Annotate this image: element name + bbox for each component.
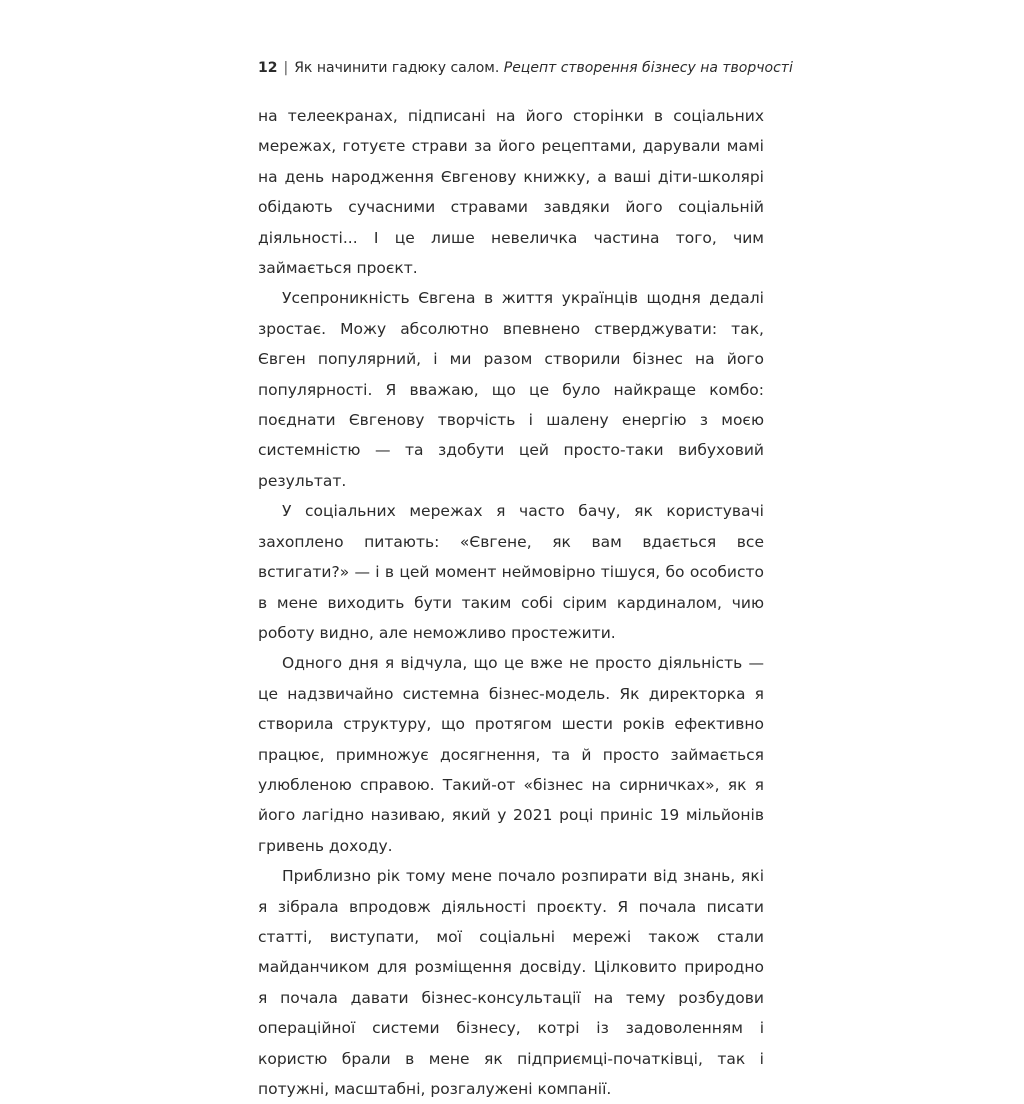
- paragraph: Одного дня я відчула, що це вже не просто діяльність — це надзвичайно системна бізнес-модель. Як директорка я створила структуру, що протягом шести років ефективно працює, примножує досягнення, та й просто займається улюбленою справою. Такий-от «бізнес на сирничках», як я його лагідно називаю, який у 2021 році приніс 19 мільйонів гривень доходу.: [258, 654, 764, 855]
- paragraph-continued: на телеекранах, підписані на його сторінки в соціальних мережах, готуєте страви за його рецептами, дарували мамі на день народження Євгенову книжку, а ваші діти-школярі обідають сучасними стравами завдяки його соціальній діяльності... І це лише невеличка частина того, чим займається проєкт.: [258, 107, 764, 278]
- book-title: Як начинити гадюку салом.: [294, 60, 500, 76]
- page-number: 12: [258, 60, 278, 76]
- book-subtitle: Рецепт створення бізнесу на творчості: [503, 60, 793, 76]
- paragraph: У соціальних мережах я часто бачу, як користувачі захоплено питають: «Євгене, як вам вдається все встигати?» — і в цей момент неймовірно тішуся, бо особисто в мене виходить бути таким собі сірим кардиналом, чию роботу видно, але неможливо простежити.: [258, 502, 764, 642]
- running-head: [258, 58, 793, 78]
- body-text: [258, 101, 764, 1104]
- head-separator: |: [283, 60, 289, 76]
- paragraph: Приблизно рік тому мене почало розпирати від знань, які я зібрала впродовж діяльності проєкту. Я почала писати статті, виступати, мої соціальні мережі також стали майданчиком для розміщення досвіду. Цілковито природно я почала давати бізнес-консультації на тему розбудови операційної системи бізнесу, котрі із задоволенням і користю брали в мене як підприємці-початківці, так і потужні, масштабні, розгалужені компанії.: [258, 867, 764, 1098]
- paragraph: Усепроникність Євгена в життя українців щодня дедалі зростає. Можу абсолютно впевнено стверджувати: так, Євген популярний, і ми разом створили бізнес на його популярності. Я вважаю, що це було найкраще комбо: поєднати Євгенову творчість і шалену енергію з моєю системністю — та здобути цей просто-таки вибуховий результат.: [258, 289, 764, 490]
